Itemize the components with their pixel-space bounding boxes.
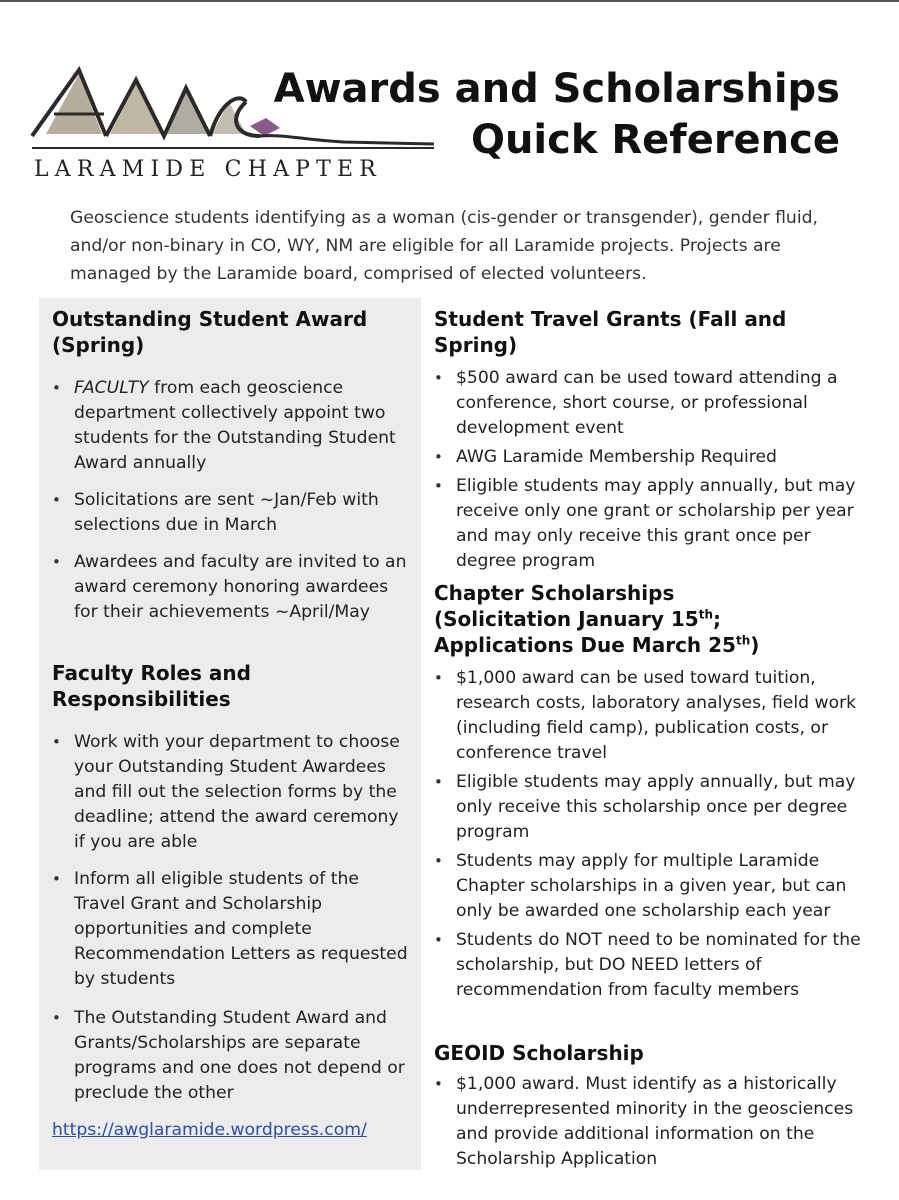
chapter-scholarships-list bbox=[434, 666, 874, 1003]
travel-grants-list bbox=[434, 366, 874, 574]
chapter-scholarships-heading bbox=[434, 580, 874, 658]
heading-line: Applications Due March 25 bbox=[434, 633, 736, 657]
outstanding-award-heading: Outstanding Student Award (Spring) bbox=[52, 307, 368, 357]
heading-punct: ; bbox=[713, 607, 722, 631]
list-item: • Awardees and faculty are invited to an award ceremony honoring awardees for their achievements ~April/May bbox=[52, 550, 414, 625]
heading-punct: ) bbox=[750, 633, 760, 657]
travel-grants-heading: Student Travel Grants (Fall and Spring) bbox=[434, 307, 787, 357]
geoid-scholarship-section bbox=[434, 1040, 874, 1176]
list-item: • Solicitations are sent ~Jan/Feb with selections due in March bbox=[52, 488, 414, 538]
intro-paragraph: Geoscience students identifying as a woman (cis-gender or transgender), gender fluid, and/or non-binary in CO, WY, NM are eligible for all Laramide projects. Projects are managed by the Laramide board, comprised of elected volunteers. bbox=[70, 208, 818, 284]
logo-chapter-text: LARAMIDE CHAPTER bbox=[34, 157, 383, 182]
list-item: • Work with your department to choose your Outstanding Student Awardees and fill out the selection forms by the deadline; attend the award ceremony if you are able bbox=[52, 730, 414, 855]
chapter-website-link[interactable]: https://awglaramide.wordpress.com/ bbox=[52, 1120, 367, 1140]
faculty-roles-heading: Faculty Roles and Responsibilities bbox=[52, 661, 251, 711]
geoid-scholarship-list bbox=[434, 1072, 874, 1172]
list-item: • Eligible students may apply annually, but may only receive this scholarship once per degree program bbox=[434, 770, 874, 845]
list-item bbox=[52, 376, 414, 476]
outstanding-award-section bbox=[52, 306, 414, 637]
list-item: • $1,000 award can be used toward tuition, research costs, laboratory analyses, field work (including field camp), publication costs, or conference travel bbox=[434, 666, 874, 766]
faculty-emphasis: FACULTY bbox=[74, 378, 149, 398]
chapter-scholarships-section bbox=[434, 580, 874, 1007]
heading-line: Chapter Scholarships bbox=[434, 581, 675, 605]
ordinal-suffix: th bbox=[735, 633, 751, 648]
list-item: • Inform all eligible students of the Travel Grant and Scholarship opportunities and complete Recommendation Letters as requested by students bbox=[52, 867, 414, 992]
page-title bbox=[250, 64, 870, 166]
list-item: • Students may apply for multiple Laramide Chapter scholarships in a given year, but can only be awarded one scholarship each year bbox=[434, 849, 874, 924]
list-item: • $500 award can be used toward attending a conference, short course, or professional development event bbox=[434, 366, 874, 441]
faculty-roles-list bbox=[52, 730, 414, 1106]
list-item: • Eligible students may apply annually, but may receive only one grant or scholarship per year and may only receive this grant once per degree program bbox=[434, 474, 874, 574]
list-item: • Students do NOT need to be nominated for the scholarship, but DO NEED letters of recommendation from faculty members bbox=[434, 928, 874, 1003]
geoid-scholarship-heading: GEOID Scholarship bbox=[434, 1041, 644, 1065]
list-item: • AWG Laramide Membership Required bbox=[434, 445, 874, 470]
title-line-2: Quick Reference bbox=[470, 117, 840, 163]
top-border bbox=[0, 0, 899, 2]
left-column-panel bbox=[39, 298, 421, 1170]
list-item-text: from each geoscience department collectively appoint two students for the Outstanding Student Award annually bbox=[74, 378, 396, 473]
list-item: • The Outstanding Student Award and Grants/Scholarships are separate programs and one does not depend or preclude the other bbox=[52, 1006, 414, 1106]
heading-line: (Solicitation January 15 bbox=[434, 607, 699, 631]
outstanding-award-list bbox=[52, 376, 414, 625]
faculty-roles-section bbox=[52, 660, 414, 1118]
title-line-1: Awards and Scholarships bbox=[273, 66, 840, 112]
list-item: • $1,000 award. Must identify as a historically underrepresented minority in the geosciences and provide additional information on the Scholarship Application bbox=[434, 1072, 874, 1172]
travel-grants-section bbox=[434, 306, 874, 578]
ordinal-suffix: th bbox=[698, 607, 714, 622]
